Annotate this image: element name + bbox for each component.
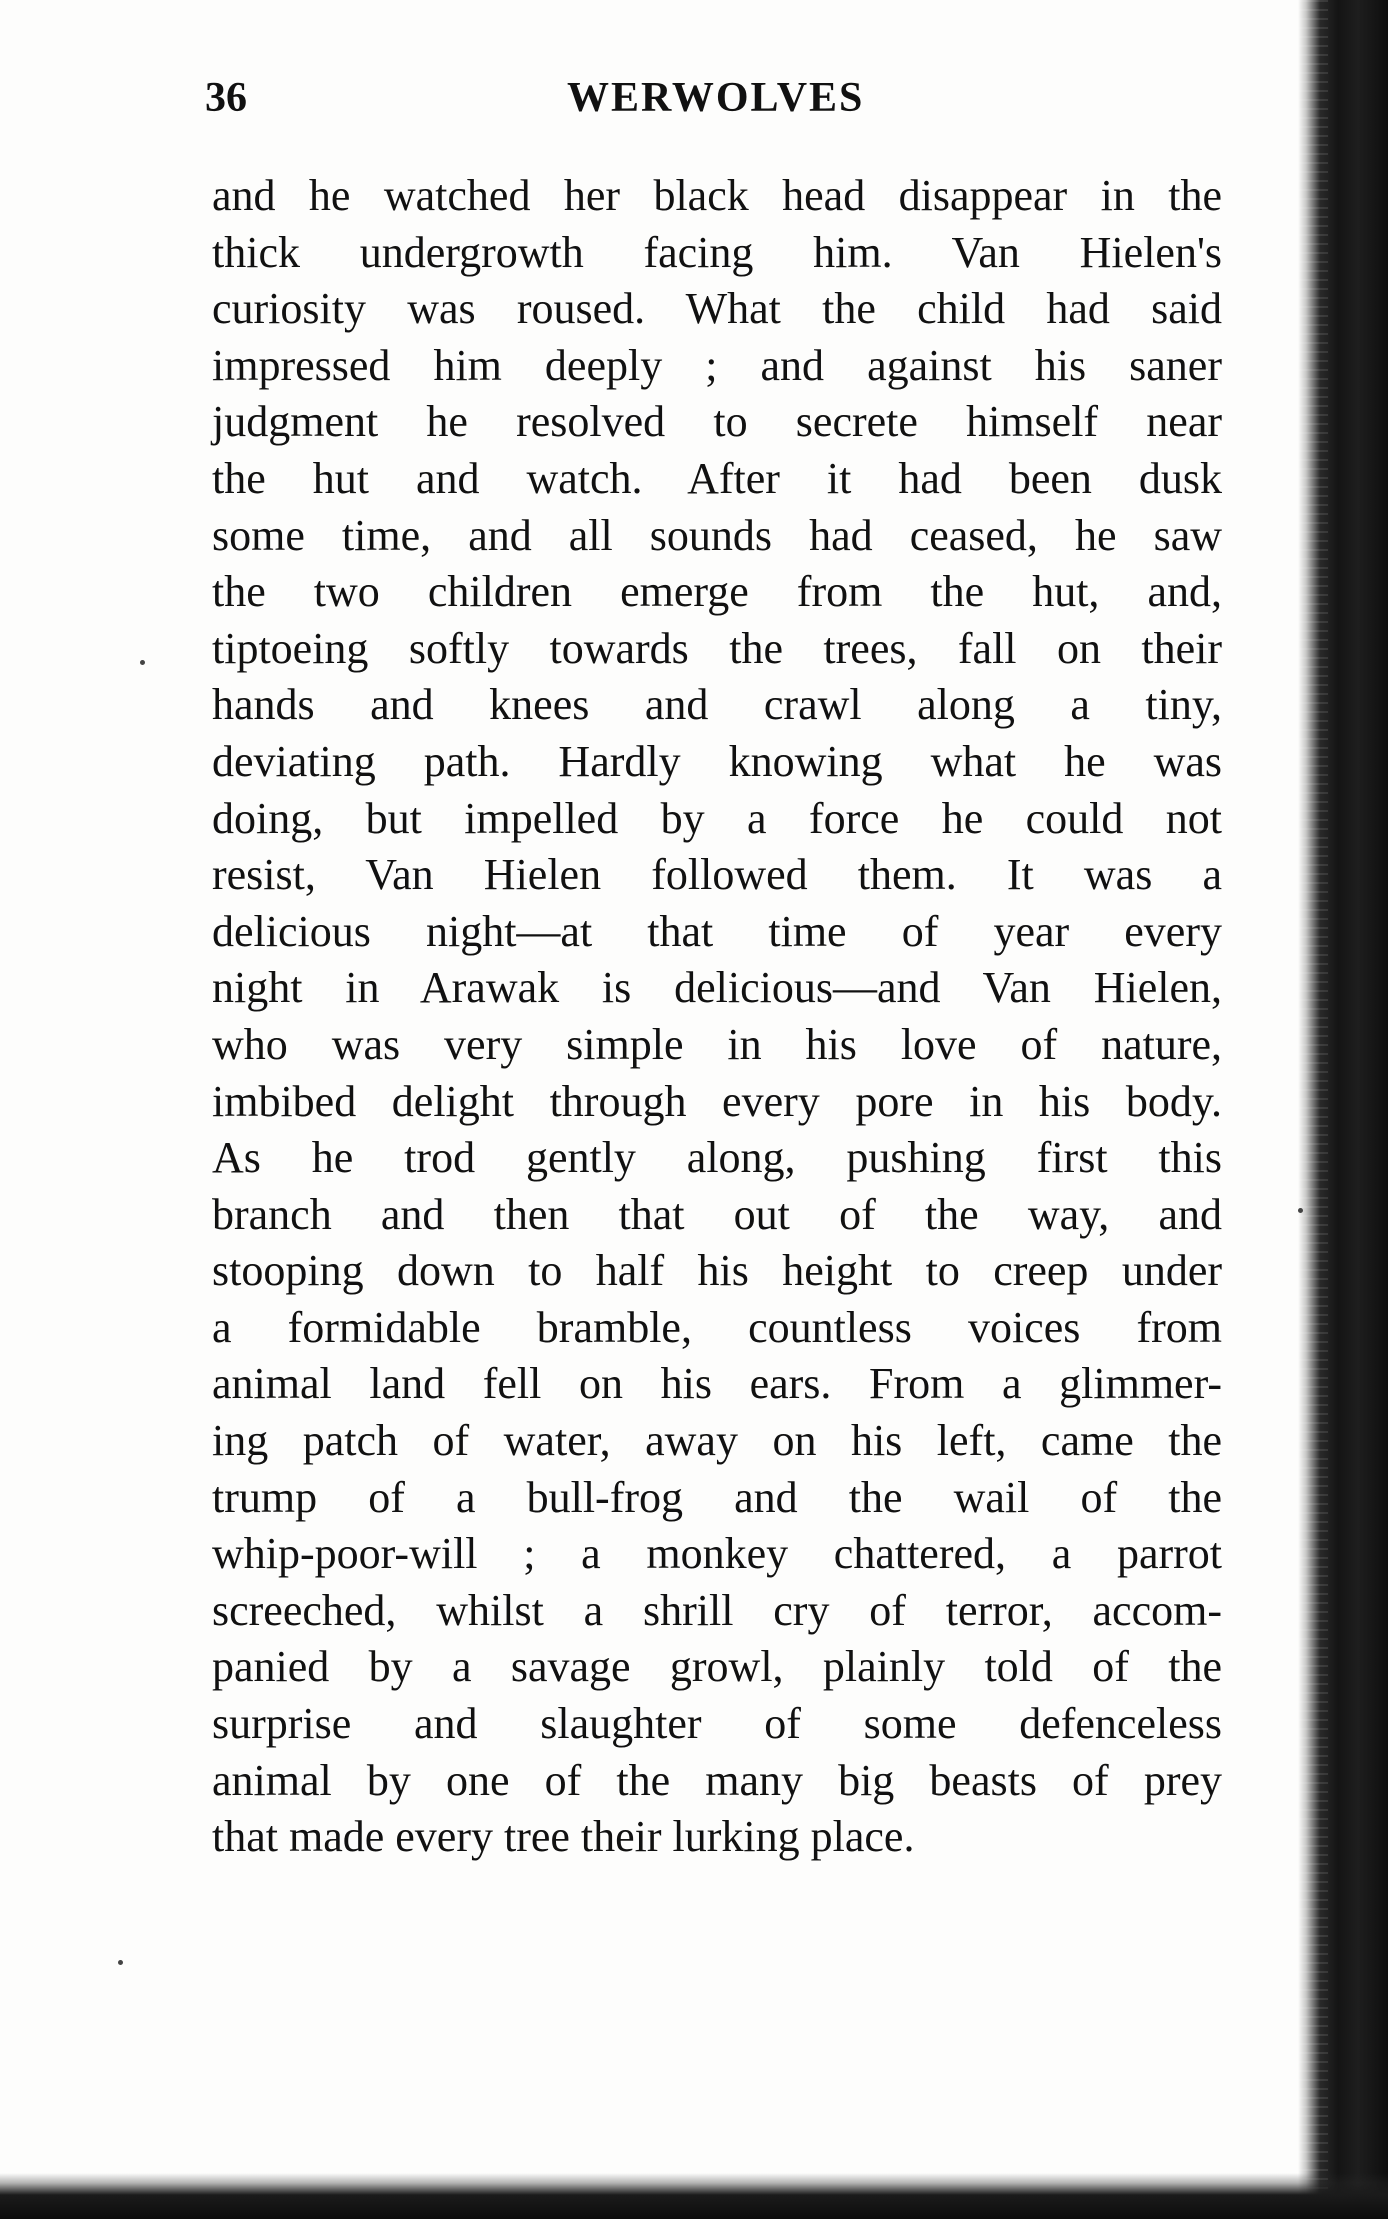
text-line: As he trod gently along, pushing first this xyxy=(212,1133,1222,1183)
text-line: doing, but impelled by a force he could not xyxy=(212,793,1222,843)
text-line: the two children emerge from the hut, and, xyxy=(212,567,1222,617)
text-line: and he watched her black head disappear in the xyxy=(212,171,1222,220)
ink-speck xyxy=(118,1960,123,1965)
text-line: that made every tree their lurking place. xyxy=(212,1812,915,1862)
running-head: WERWOLVES xyxy=(567,75,865,121)
text-line: animal land fell on his ears. From a glimmer- xyxy=(212,1359,1222,1409)
text-line: tiptoeing softly towards the trees, fall on their xyxy=(212,623,1222,673)
ink-speck xyxy=(140,660,145,665)
text-line: curiosity was roused. What the child had said xyxy=(212,284,1222,334)
text-line: thick undergrowth facing him. Van Hielen's xyxy=(212,227,1222,277)
body-text xyxy=(212,168,1222,1866)
text-line: animal by one of the many big beasts of prey xyxy=(212,1755,1222,1805)
page-edge-bottom xyxy=(0,2173,1388,2219)
text-line: a formidable bramble, countless voices from xyxy=(212,1302,1222,1352)
ink-speck xyxy=(1298,1208,1303,1213)
page-edge-texture xyxy=(1298,0,1328,2219)
text-line: deviating path. Hardly knowing what he was xyxy=(212,736,1222,786)
text-line: hands and knees and crawl along a tiny, xyxy=(212,680,1222,730)
text-line: ing patch of water, away on his left, came the xyxy=(212,1416,1222,1466)
text-line: some time, and all sounds had ceased, he saw xyxy=(212,510,1222,560)
text-line: night in Arawak is delicious—and Van Hielen, xyxy=(212,963,1222,1013)
text-line: who was very simple in his love of nature, xyxy=(212,1019,1222,1069)
page-header xyxy=(205,68,1225,128)
text-line: the hut and watch. After it had been dusk xyxy=(212,453,1222,503)
text-line: trump of a bull-frog and the wail of the xyxy=(212,1472,1222,1522)
text-line: resist, Van Hielen followed them. It was a xyxy=(212,850,1222,900)
text-line: screeched, whilst a shrill cry of terror, accom- xyxy=(212,1585,1222,1635)
text-line: stooping down to half his height to creep under xyxy=(212,1246,1222,1296)
page-number: 36 xyxy=(205,75,247,121)
text-line: branch and then that out of the way, and xyxy=(212,1189,1222,1239)
text-line: panied by a savage growl, plainly told of the xyxy=(212,1642,1222,1692)
text-line: delicious night—at that time of year every xyxy=(212,906,1222,956)
text-line: impressed him deeply ; and against his saner xyxy=(212,340,1222,390)
text-line: surprise and slaughter of some defenceless xyxy=(212,1699,1222,1749)
text-line: judgment he resolved to secrete himself near xyxy=(212,397,1222,447)
text-line: imbibed delight through every pore in his body. xyxy=(212,1076,1222,1126)
text-line: whip-poor-will ; a monkey chattered, a parrot xyxy=(212,1529,1222,1579)
